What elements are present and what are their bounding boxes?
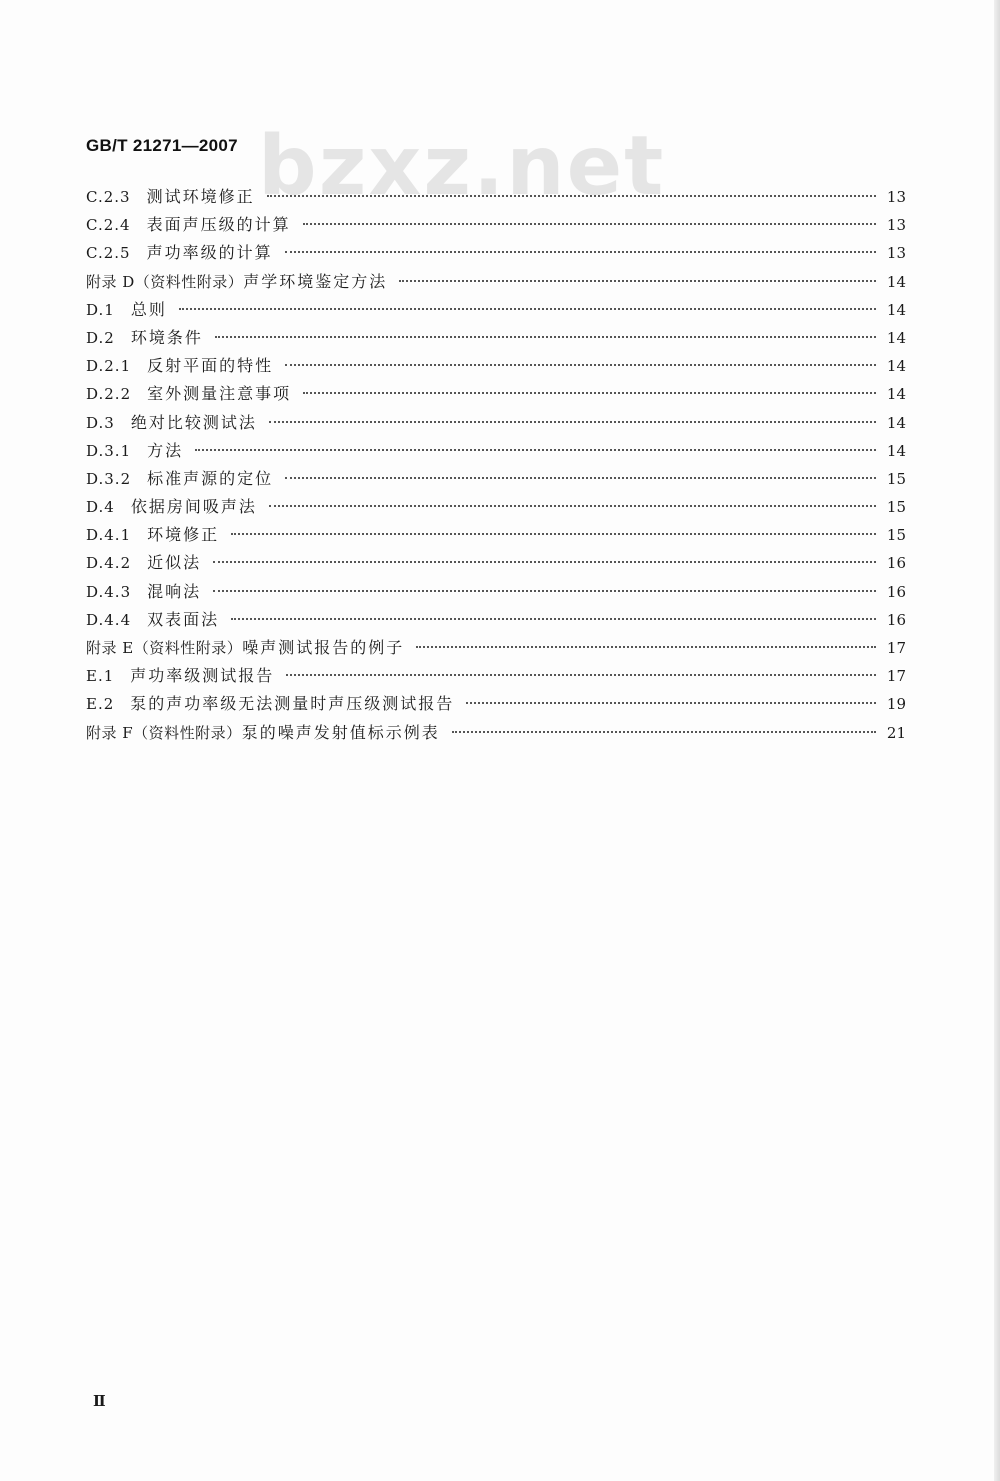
- page-number: Ⅱ: [93, 1392, 106, 1410]
- toc-page-number: 13: [886, 188, 906, 206]
- toc-page-number: 13: [886, 244, 906, 263]
- toc-dot-leader: [231, 618, 876, 620]
- toc-page-number: 15: [886, 526, 906, 545]
- toc-page-number: 14: [886, 413, 906, 432]
- toc-number: D.2.1: [86, 357, 132, 376]
- toc-number: D.4.4: [86, 610, 132, 629]
- toc-row[interactable]: [86, 719, 906, 747]
- toc-page-number: 14: [886, 272, 906, 291]
- toc-page-number: 21: [886, 723, 906, 742]
- toc-title: 绝对比较测试法: [130, 412, 257, 432]
- toc-row[interactable]: [86, 268, 906, 296]
- toc-page-number: 17: [886, 667, 906, 686]
- toc-dot-leader: [286, 674, 876, 676]
- toc-dot-leader: [231, 533, 876, 535]
- toc-page-number: 13: [886, 216, 906, 235]
- toc-row[interactable]: [86, 437, 906, 465]
- toc-dot-leader: [267, 195, 876, 197]
- toc-page-number: 14: [886, 385, 906, 404]
- toc-dot-leader: [213, 561, 876, 563]
- toc-dot-leader: [269, 421, 876, 423]
- toc-title: 室外测量注意事项: [147, 384, 292, 404]
- toc-number: D.4.2: [86, 554, 132, 573]
- toc-title: 表面声压级的计算: [146, 215, 291, 235]
- toc-number: C.2.3: [86, 188, 131, 206]
- table-of-contents: [86, 183, 906, 747]
- toc-title: 声功率级测试报告: [130, 666, 275, 686]
- toc-row[interactable]: [86, 324, 906, 352]
- toc-row[interactable]: [86, 465, 906, 493]
- toc-title: 反射平面的特性: [147, 356, 274, 376]
- toc-page-number: 14: [886, 328, 906, 347]
- toc-row[interactable]: [86, 521, 906, 549]
- toc-number: C.2.5: [86, 244, 131, 263]
- toc-dot-leader: [285, 364, 876, 366]
- toc-row[interactable]: [86, 296, 906, 324]
- toc-dot-leader: [285, 477, 876, 479]
- toc-number: 附录 D（资料性附录）: [86, 272, 244, 291]
- toc-number: D.3.2: [86, 469, 132, 488]
- toc-title: 测试环境修正: [146, 187, 255, 206]
- toc-number: D.4: [86, 498, 115, 517]
- toc-dot-leader: [269, 505, 876, 507]
- toc-dot-leader: [399, 280, 876, 282]
- toc-number: D.2: [86, 328, 115, 347]
- toc-row[interactable]: [86, 183, 906, 211]
- toc-page-number: 14: [886, 357, 906, 376]
- toc-page-number: 16: [886, 554, 906, 573]
- toc-dot-leader: [179, 308, 876, 310]
- toc-title: 依据房间吸声法: [130, 497, 257, 517]
- toc-row[interactable]: [86, 493, 906, 521]
- toc-page-number: 17: [886, 639, 906, 657]
- toc-title: 近似法: [147, 553, 202, 573]
- toc-row[interactable]: [86, 380, 906, 408]
- toc-dot-leader: [215, 336, 876, 338]
- toc-number: 附录 F（资料性附录）: [86, 723, 242, 742]
- page-edge-shadow: [994, 0, 1000, 1481]
- toc-title: 泵的声功率级无法测量时声压级测试报告: [130, 694, 455, 714]
- toc-row[interactable]: [86, 352, 906, 380]
- toc-dot-leader: [416, 646, 876, 648]
- toc-number: E.1: [86, 667, 115, 686]
- toc-dot-leader: [303, 223, 876, 225]
- toc-page-number: 16: [886, 610, 906, 629]
- toc-title: 方法: [147, 440, 184, 460]
- toc-number: 附录 E（资料性附录）: [86, 639, 243, 657]
- toc-title: 双表面法: [147, 609, 220, 629]
- toc-number: C.2.4: [86, 216, 131, 235]
- toc-title: 声功率级的计算: [146, 243, 273, 263]
- toc-number: D.3: [86, 413, 115, 432]
- toc-page-number: 16: [886, 582, 906, 601]
- toc-row[interactable]: [86, 211, 906, 239]
- toc-row[interactable]: [86, 239, 906, 267]
- toc-title: 混响法: [147, 581, 202, 601]
- toc-row[interactable]: [86, 409, 906, 437]
- toc-dot-leader: [452, 731, 876, 733]
- toc-number: D.2.2: [86, 385, 132, 404]
- toc-title: 总则: [130, 299, 167, 319]
- toc-page-number: 15: [886, 469, 906, 488]
- toc-number: D.4.1: [86, 526, 132, 545]
- toc-page-number: 14: [886, 441, 906, 460]
- toc-row[interactable]: [86, 690, 906, 718]
- toc-title: 标准声源的定位: [147, 468, 274, 488]
- toc-dot-leader: [303, 392, 876, 394]
- toc-dot-leader: [213, 590, 876, 592]
- toc-dot-leader: [195, 449, 876, 451]
- toc-title: 噪声测试报告的例子: [242, 638, 405, 657]
- toc-number: D.3.1: [86, 441, 132, 460]
- toc-row[interactable]: [86, 606, 906, 634]
- toc-title: 环境修正: [147, 525, 220, 545]
- toc-dot-leader: [466, 702, 876, 704]
- toc-row[interactable]: [86, 578, 906, 606]
- toc-title: 环境条件: [130, 327, 203, 347]
- toc-page-number: 19: [886, 695, 906, 714]
- toc-title: 泵的噪声发射值标示例表: [241, 722, 440, 742]
- toc-number: E.2: [86, 695, 115, 714]
- toc-page-number: 14: [886, 300, 906, 319]
- toc-number: D.1: [86, 300, 115, 319]
- toc-dot-leader: [285, 251, 876, 253]
- toc-row[interactable]: [86, 634, 906, 662]
- toc-row[interactable]: [86, 549, 906, 577]
- toc-title: 声学环境鉴定方法: [243, 271, 388, 291]
- standard-code: GB/T 21271—2007: [86, 136, 238, 155]
- toc-number: D.4.3: [86, 582, 132, 601]
- toc-row[interactable]: [86, 662, 906, 690]
- watermark: bzxz.net: [258, 119, 666, 214]
- toc-page-number: 15: [886, 498, 906, 517]
